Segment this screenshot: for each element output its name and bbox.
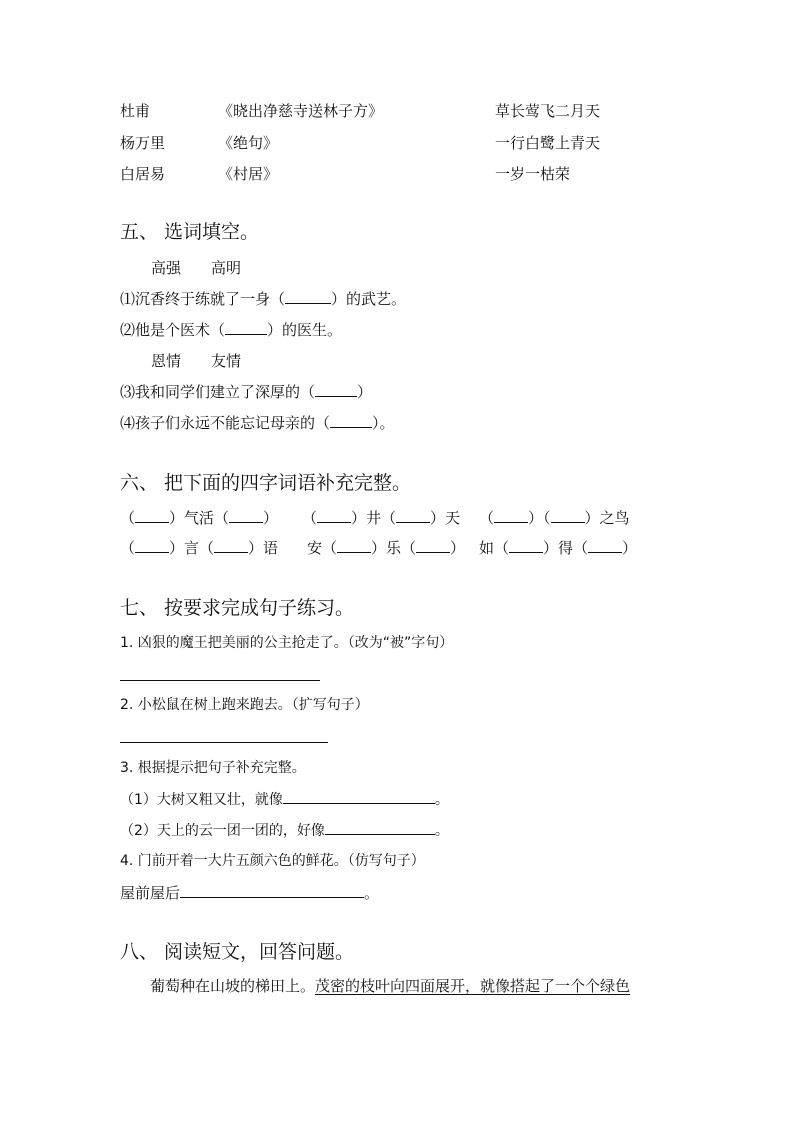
reading-passage: 葡萄种在山坡的梯田上。茂密的枝叶向四面展开，就像搭起了一个个绿色 xyxy=(150,977,631,995)
fill-question-3: ⑶我和同学们建立了深厚的（ ） xyxy=(120,383,373,401)
sentence-question-2: 2. 小松鼠在树上跑来跑去。（扩写句子） xyxy=(120,697,369,713)
answer-blank[interactable] xyxy=(225,320,267,335)
sentence-question-4: 4. 门前开着一大片五颜六色的鲜花。（仿写句子） xyxy=(120,853,425,869)
answer-blank[interactable] xyxy=(396,508,430,523)
answer-blank[interactable] xyxy=(588,538,622,553)
answer-blank[interactable] xyxy=(135,508,169,523)
idiom-row-1: （ ）井（ ）天 xyxy=(302,509,461,527)
fill-question-2: ⑵他是个医术（ ）的医生。 xyxy=(120,321,343,339)
word-choices-1: 高强 高明 xyxy=(151,259,242,277)
answer-blank[interactable] xyxy=(330,413,372,428)
answer-blank[interactable] xyxy=(283,789,435,804)
answer-blank[interactable] xyxy=(551,508,585,523)
poem-title: 《绝句》 xyxy=(218,134,279,152)
answer-blank[interactable] xyxy=(416,538,450,553)
answer-blank[interactable] xyxy=(337,538,371,553)
answer-blank[interactable] xyxy=(135,538,169,553)
sentence-question-3-1: （1）大树又粗又壮，就像 。 xyxy=(120,789,449,810)
section-5-title: 五、 选词填空。 xyxy=(120,221,260,243)
poem-line: 一岁一枯荣 xyxy=(495,165,571,183)
answer-blank[interactable] xyxy=(214,538,248,553)
sentence-question-3: 3. 根据提示把句子补充完整。 xyxy=(120,760,306,776)
poem-author: 杜甫 xyxy=(120,102,151,120)
answer-blank[interactable] xyxy=(317,508,351,523)
answer-blank[interactable] xyxy=(315,382,357,397)
poem-line: 一行白鹭上青天 xyxy=(495,134,601,152)
answer-blank[interactable] xyxy=(180,883,364,898)
fill-question-4: ⑷孩子们永远不能忘记母亲的（ ）。 xyxy=(120,414,395,432)
answer-blank[interactable] xyxy=(285,289,331,304)
section-8-title: 八、 阅读短文，回答问题。 xyxy=(120,941,355,963)
section-6-title: 六、 把下面的四字词语补充完整。 xyxy=(120,472,412,494)
sentence-question-3-2: （2）天上的云一团一团的，好像 。 xyxy=(120,820,449,841)
answer-blank[interactable] xyxy=(509,538,543,553)
idiom-row-1: （ ）（ ）之鸟 xyxy=(479,509,630,527)
answer-blank[interactable] xyxy=(325,820,435,835)
answer-line[interactable] xyxy=(120,742,328,743)
poem-title: 《晓出净慈寺送林子方》 xyxy=(218,102,384,120)
answer-blank[interactable] xyxy=(494,508,528,523)
word-choices-2: 恩情 友情 xyxy=(151,352,242,370)
sentence-question-1: 1. 凶狠的魔王把美丽的公主抢走了。（改为“被”字句） xyxy=(120,635,454,651)
idiom-row-2: 如（ ）得（ ） xyxy=(479,539,638,557)
fill-question-1: ⑴沉香终于练就了一身（ ）的武艺。 xyxy=(120,290,407,308)
section-7-title: 七、 按要求完成句子练习。 xyxy=(120,597,355,619)
answer-blank[interactable] xyxy=(229,508,263,523)
underlined-sentence: 茂密的枝叶向四面展开，就像搭起了一个个绿色 xyxy=(315,977,631,995)
answer-line[interactable] xyxy=(120,680,320,681)
poem-line: 草长莺飞二月天 xyxy=(495,102,601,120)
idiom-row-1: （ ）气活（ ） xyxy=(120,509,279,527)
poem-title: 《村居》 xyxy=(218,165,279,183)
poem-author: 白居易 xyxy=(120,165,166,183)
sentence-question-4-answer: 屋前屋后 。 xyxy=(120,884,380,902)
idiom-row-2: （ ）言（ ）语 xyxy=(120,539,279,557)
poem-author: 杨万里 xyxy=(120,134,166,152)
idiom-row-2: 安（ ）乐（ ） xyxy=(307,539,466,557)
